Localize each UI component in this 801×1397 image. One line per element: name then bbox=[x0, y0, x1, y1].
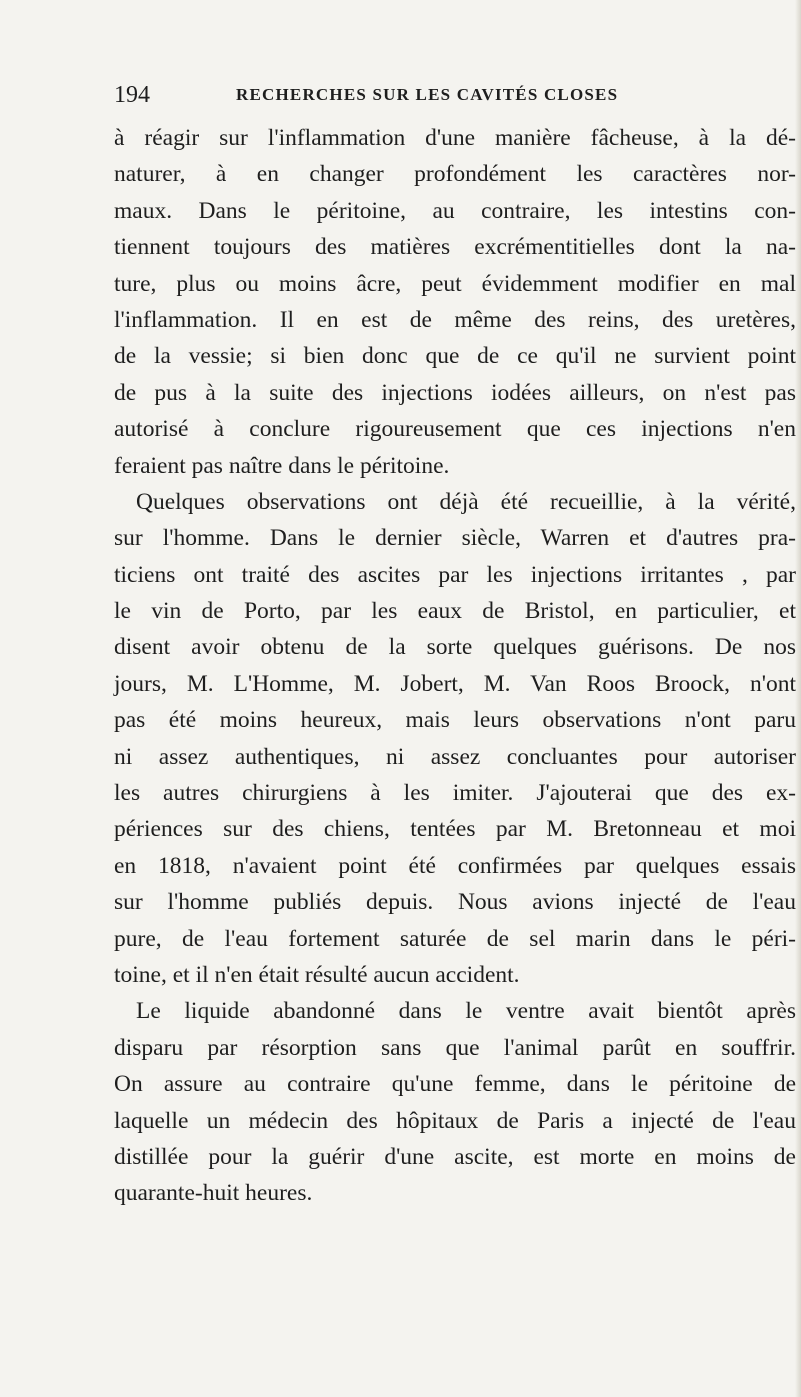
text-line: On assure au contraire qu'une femme, dans le péritoine de bbox=[114, 1071, 796, 1098]
text-line: pure, de l'eau fortement saturée de sel marin dans le péri- bbox=[114, 925, 796, 952]
book-page bbox=[114, 80, 794, 1212]
text-line: sur l'homme publiés depuis. Nous avions injecté de l'eau bbox=[114, 889, 796, 916]
text-line: tiennent toujours des matières excrémentitielles dont la na- bbox=[114, 234, 796, 261]
text-line: ticiens ont traité des ascites par les injections irritantes , par bbox=[114, 561, 796, 588]
text-line: ni assez authentiques, ni assez concluantes pour autoriser bbox=[114, 743, 796, 770]
text-line: pas été moins heureux, mais leurs observations n'ont paru bbox=[114, 707, 796, 734]
text-line: naturer, à en changer profondément les caractères nor- bbox=[114, 161, 796, 188]
page-number: 194 bbox=[114, 82, 150, 108]
text-line: de pus à la suite des injections iodées ailleurs, on n'est pas bbox=[114, 379, 796, 406]
text-line: périences sur des chiens, tentées par M. Bretonneau et moi bbox=[114, 816, 796, 843]
text-line: feraient pas naître dans le péritoine. bbox=[114, 452, 450, 479]
running-title: RECHERCHES SUR LES CAVITÉS CLOSES bbox=[236, 85, 619, 104]
paragraph-first-line: Le liquide abandonné dans le ventre avait bientôt après bbox=[136, 998, 796, 1025]
text-line: le vin de Porto, par les eaux de Bristol, en particulier, et bbox=[114, 598, 796, 625]
text-line: les autres chirurgiens à les imiter. J'ajouterai que des ex- bbox=[114, 780, 796, 807]
running-header bbox=[114, 80, 794, 114]
text-line: autorisé à conclure rigoureusement que ces injections n'en bbox=[114, 416, 796, 443]
paragraph-first-line: Quelques observations ont déjà été recueillie, à la vérité, bbox=[136, 488, 796, 515]
text-line: ture, plus ou moins âcre, peut évidemment modifier en mal bbox=[114, 270, 796, 297]
text-line: de la vessie; si bien donc que de ce qu'il ne survient point bbox=[114, 343, 796, 370]
text-line: en 1818, n'avaient point été confirmées par quelques essais bbox=[114, 852, 796, 879]
text-line: sur l'homme. Dans le dernier siècle, Warren et d'autres pra- bbox=[114, 525, 796, 552]
text-line: jours, M. L'Homme, M. Jobert, M. Van Roos Broock, n'ont bbox=[114, 670, 796, 697]
text-line: quarante-huit heures. bbox=[114, 1180, 313, 1207]
text-line: disent avoir obtenu de la sorte quelques guérisons. De nos bbox=[114, 634, 796, 661]
text-line: laquelle un médecin des hôpitaux de Paris a injecté de l'eau bbox=[114, 1107, 796, 1134]
body-text bbox=[114, 120, 794, 1212]
text-line: toine, et il n'en était résulté aucun accident. bbox=[114, 961, 520, 988]
text-line: maux. Dans le péritoine, au contraire, les intestins con- bbox=[114, 197, 796, 224]
text-line: l'inflammation. Il en est de même des reins, des uretères, bbox=[114, 306, 796, 333]
text-line: disparu par résorption sans que l'animal parût en souffrir. bbox=[114, 1034, 796, 1061]
text-line: à réagir sur l'inflammation d'une manière fâcheuse, à la dé- bbox=[114, 125, 796, 151]
text-line: distillée pour la guérir d'une ascite, est morte en moins de bbox=[114, 1143, 796, 1170]
